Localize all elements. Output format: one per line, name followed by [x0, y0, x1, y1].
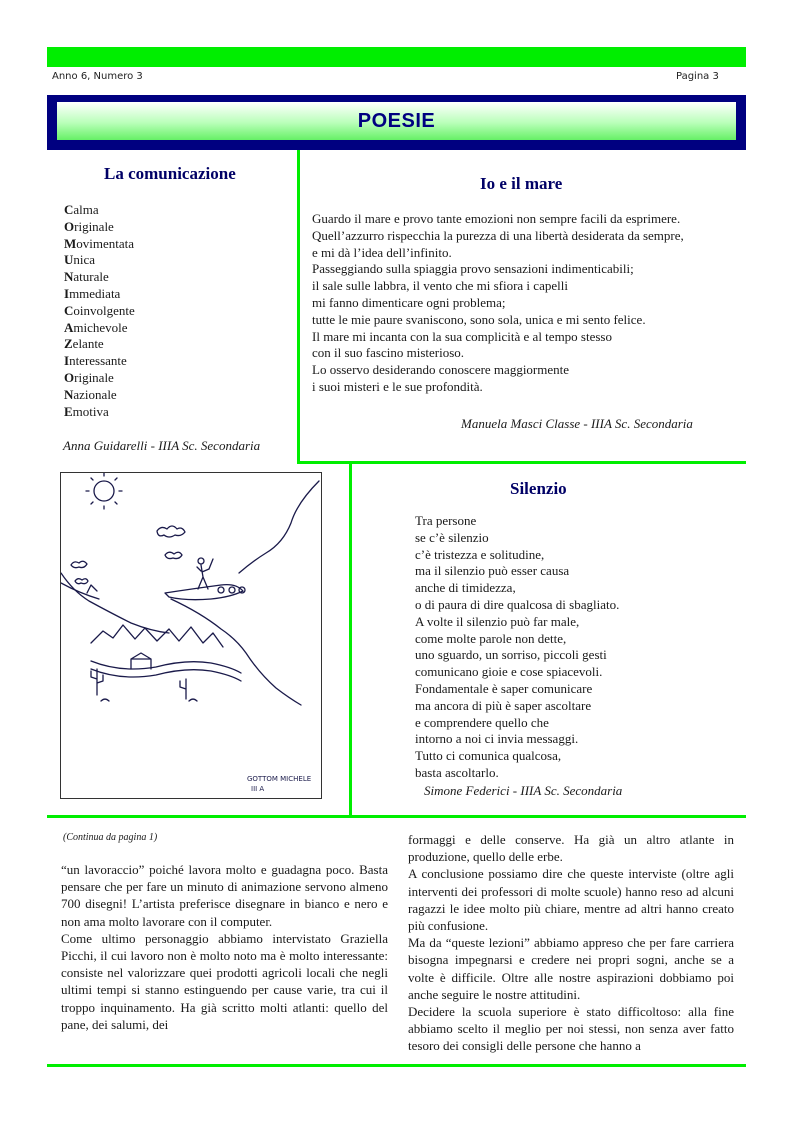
- poem-comunicazione: [64, 202, 135, 420]
- poem-line-rest: nteressante: [69, 353, 127, 369]
- article-paragraph: “un lavoraccio” poiché lavora molto e guadagna poco. Basta pensare che per fare un minuto di animazione servono almeno 700 disegni! L’artista preferisce disegnare in bianco e nero e non ama molto lavorare con il computer.: [61, 862, 388, 929]
- poem-line: comunicano gioie e cose spiacevoli.: [415, 664, 603, 680]
- poem-line-initial: I: [64, 353, 70, 369]
- poem-silenzio: [415, 513, 619, 782]
- poem-line-rest: riginale: [74, 369, 114, 385]
- poem-line: mi fanno dimenticare ogni problema;: [312, 294, 506, 310]
- drawing-illustration: [61, 473, 321, 798]
- poem-line-rest: michevole: [73, 319, 128, 335]
- section-title: POESIE: [357, 109, 436, 132]
- poem-line-rest: oinvolgente: [73, 302, 135, 318]
- section-banner: [47, 95, 746, 150]
- divider-top-vertical: [297, 150, 300, 464]
- poem-line: [64, 219, 135, 236]
- poem-line: e mi dà l’idea dell’infinito.: [312, 244, 452, 260]
- poem-line: come molte parole non dette,: [415, 630, 567, 646]
- poem-line: Tra persone: [415, 513, 477, 528]
- divider-bottom: [47, 1064, 746, 1067]
- poem-line-initial: E: [64, 403, 73, 419]
- poem-line: [64, 236, 135, 253]
- poem-line: [64, 353, 135, 370]
- poem-line: basta ascoltarlo.: [415, 764, 499, 780]
- poem-line: Tutto ci comunica qualcosa,: [415, 748, 562, 764]
- article-paragraph: formaggi e delle conserve. Ha già un altro atlante in produzione, quello delle erbe.: [408, 832, 734, 865]
- poem-line: intorno a noi ci invia messaggi.: [415, 731, 579, 747]
- poem-title-silenzio: Silenzio: [510, 479, 567, 498]
- poem-mare: [312, 211, 684, 396]
- poem-line-rest: riginale: [74, 218, 114, 234]
- poem-line: il sale sulle labbra, il vento che mi sfiora i capelli: [312, 278, 568, 294]
- poem-line-initial: Z: [64, 336, 73, 352]
- poem-line: e comprendere quello che: [415, 714, 549, 730]
- poem-line: ma ancora di più è saper ascoltare: [415, 697, 592, 713]
- student-drawing: [60, 472, 322, 799]
- poem-line-initial: O: [64, 369, 75, 385]
- article-column-right: [408, 831, 734, 1055]
- poem-line: se c’è silenzio: [415, 529, 489, 545]
- poem-line-rest: nica: [73, 252, 96, 268]
- poem-line: Guardo il mare e provo tante emozioni non sempre facili da esprimere.: [312, 211, 681, 226]
- poem-line-initial: N: [64, 386, 74, 402]
- section-banner-inner: [57, 102, 736, 140]
- poem-line: tutte le mie paure svaniscono, sono sola, unica e mi sento felice.: [312, 311, 646, 327]
- poem-line: [64, 320, 135, 337]
- poem-line: [64, 336, 135, 353]
- poem-line-initial: U: [64, 252, 74, 268]
- poem-title-mare: Io e il mare: [480, 174, 563, 193]
- poem-line-rest: mmediata: [69, 285, 121, 301]
- poem-line-rest: ovimentata: [76, 235, 135, 251]
- poem-line: Fondamentale è saper comunicare: [415, 680, 593, 696]
- divider-middle-horizontal: [47, 815, 746, 818]
- poem-line: c’è tristezza e solitudine,: [415, 546, 545, 562]
- article-column-left: [61, 861, 388, 1033]
- poem-line: [64, 269, 135, 286]
- poem-line: Lo osservo desiderando conoscere maggiormente: [312, 362, 570, 378]
- poem-line: [64, 286, 135, 303]
- poem-line: anche di timidezza,: [415, 580, 516, 596]
- poem-line: Quell’azzurro rispecchia la purezza di una libertà desiderata da sempre,: [312, 227, 684, 243]
- top-green-bar: [47, 47, 746, 67]
- poem-line-rest: azionale: [73, 386, 117, 402]
- poem-line-rest: aturale: [73, 269, 109, 285]
- drawing-signature: GOTTOM MICHELE: [247, 775, 312, 783]
- divider-top-horizontal: [297, 461, 746, 464]
- poem-author-federici: Simone Federici - IIIA Sc. Secondaria: [424, 783, 623, 798]
- poem-line-initial: C: [64, 302, 74, 318]
- poem-line: o di paura di dire qualcosa di sbagliato.: [415, 596, 620, 612]
- poem-line-initial: I: [64, 285, 70, 301]
- page-number: Pagina 3: [676, 71, 719, 82]
- article-paragraph: A conclusione possiamo dire che queste interviste (oltre agli interventi dei professori di molte scuole) hanno reso ad alcuni ragazzi le idee molto più chiare, mentre ad altri hanno creato più confusione.: [408, 866, 734, 934]
- poem-line: A volte il silenzio può far male,: [415, 613, 580, 629]
- poem-line-initial: O: [64, 218, 75, 234]
- poem-line: ma il silenzio può esser causa: [415, 563, 570, 579]
- poem-line-rest: motiva: [72, 403, 109, 419]
- poem-line: [64, 387, 135, 404]
- sun-icon: [94, 481, 114, 501]
- poem-author-guidarelli: Anna Guidarelli - IIIA Sc. Secondaria: [63, 438, 261, 453]
- poem-line: con il suo fascino misterioso.: [312, 345, 465, 361]
- poem-line: Passeggiando sulla spiaggia provo sensazioni indimenticabili;: [312, 261, 634, 277]
- poem-line-initial: A: [64, 319, 74, 335]
- article-paragraph: Come ultimo personaggio abbiamo intervistato Graziella Picchi, il cui lavoro non è molto noto ma è molto interessante: consiste nel valorizzare quei prodotti agricoli locali che negli ultimi tempi si stanno estinguendo per cause varie, tra cui il troppo inquinamento. Ha già scritto molti atlanti: quello del pane, dei salumi, dei: [61, 930, 388, 1032]
- poem-line: [64, 202, 135, 219]
- poem-line: [64, 252, 135, 269]
- poem-title-comunicazione: La comunicazione: [104, 164, 236, 183]
- poem-line: i suoi misteri e le sue profondità.: [312, 378, 483, 394]
- poem-line: uno sguardo, un sorriso, piccoli gesti: [415, 647, 607, 663]
- poem-line-rest: elante: [72, 336, 104, 352]
- divider-middle-vertical: [349, 463, 352, 817]
- poem-line-rest: alma: [73, 202, 99, 217]
- issue-number: Anno 6, Numero 3: [52, 71, 143, 82]
- poem-author-masci: Manuela Masci Classe - IIIA Sc. Secondaria: [461, 416, 693, 431]
- poem-line: [64, 404, 135, 421]
- poem-line: [64, 370, 135, 387]
- poem-line: [64, 303, 135, 320]
- article-paragraph: Decidere la scuola superiore è stato difficoltoso: alla fine abbiamo scelto il meglio per noi stessi, non senza aver fatto tesoro dei consigli delle persone che hanno a: [408, 1004, 734, 1054]
- drawing-class: III A: [251, 785, 265, 793]
- continued-note: (Continua da pagina 1): [63, 832, 158, 843]
- poem-line-initial: C: [64, 202, 74, 217]
- cloud-icon: [157, 526, 185, 537]
- poem-line: Il mare mi incanta con la sua complicità e al tempo stesso: [312, 328, 612, 344]
- article-paragraph: Ma da “queste lezioni” abbiamo appreso che per fare carriera bisogna impegnarsi e credere nei propri sogni, anche se a volte è difficile. Oltre alle nostre aspirazioni dobbiamo poi anche seguire le nostre attitudini.: [408, 935, 734, 1002]
- poem-line-initial: M: [64, 235, 77, 251]
- poem-line-initial: N: [64, 269, 74, 285]
